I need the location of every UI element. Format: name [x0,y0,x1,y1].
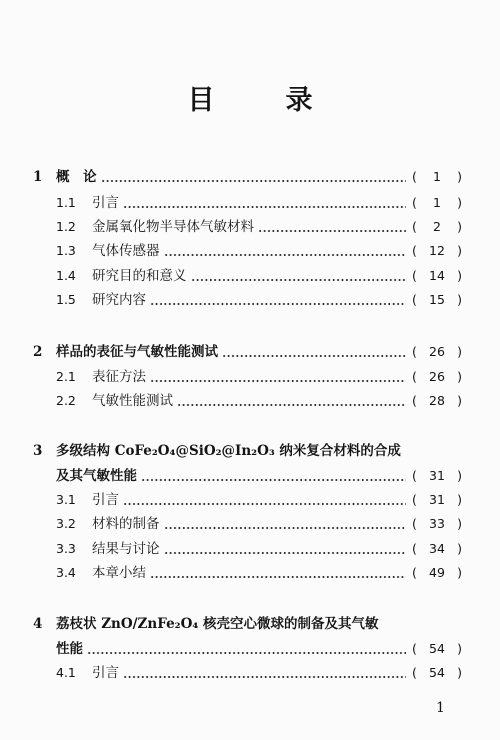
section-number: 1.2 [56,219,76,234]
entry-page: 1 [433,195,441,210]
entry-title: 及其气敏性能 [56,468,137,484]
entry-page: 1 [433,169,441,184]
toc-section-entry [0,391,500,411]
toc-chapter-entry [0,441,500,461]
entry-title: 性能 [56,641,83,657]
entry-title: 荔枝状 ZnO/ZnFe₂O₄ 核壳空心微球的制备及其气敏 [56,616,379,632]
entry-page: 15 [429,292,445,307]
page-reference: ( 33 ) [412,514,462,534]
toc-section-entry [0,663,500,683]
dot-leader [164,241,407,261]
section-number: 4.1 [56,665,76,680]
entry-title: 研究内容 [92,292,146,308]
dot-leader [164,539,407,559]
entry-title: 金属氧化物半导体气敏材料 [92,219,254,235]
toc-chapter-entry [0,614,500,634]
toc-chapter-entry [0,639,500,659]
page-reference: ( 34 ) [412,539,462,559]
page-reference: ( 28 ) [412,391,462,411]
entry-title: 研究目的和意义 [92,268,187,284]
entry-title: 引言 [92,492,119,508]
page-title: 目 录 [187,85,335,116]
entry-page: 49 [429,565,445,580]
entry-title: 气体传感器 [92,243,160,259]
toc-section-entry [0,563,500,583]
entry-page: 2 [433,219,441,234]
dot-leader [123,663,406,683]
dot-leader [123,490,406,510]
section-number: 1.4 [56,268,76,283]
entry-page: 33 [429,516,445,531]
page-reference: ( 15 ) [412,290,462,310]
page-reference: ( 12 ) [412,241,462,261]
page-number: 1 [436,700,445,716]
entry-page: 54 [429,665,445,680]
entry-page: 12 [429,243,445,258]
page-reference: ( 49 ) [412,563,462,583]
dot-leader [87,639,406,659]
dot-leader [150,563,406,583]
toc-section-entry [0,266,500,286]
entry-title: 概 论 [56,169,97,185]
dot-leader [101,167,407,187]
entry-page: 28 [429,393,445,408]
entry-title: 样品的表征与气敏性能测试 [56,344,218,360]
toc-section-entry [0,290,500,310]
dot-leader [123,193,406,213]
entry-page: 31 [429,468,445,483]
dot-leader [258,217,406,237]
entry-page: 26 [429,369,445,384]
entry-title: 表征方法 [92,369,146,385]
dot-leader [150,290,406,310]
page-reference: ( 26 ) [412,342,462,362]
page-reference: ( 31 ) [412,466,462,486]
dot-leader [191,266,407,286]
entry-page: 31 [429,492,445,507]
entry-page: 54 [429,641,445,656]
toc-chapter-entry [0,342,500,362]
toc-section-entry [0,217,500,237]
page-reference: ( 1 ) [412,167,462,187]
page-reference: ( 54 ) [412,639,462,659]
section-number: 3.1 [56,492,76,507]
entry-page: 14 [429,268,445,283]
chapter-number: 2 [33,344,43,360]
chapter-number: 1 [33,169,43,185]
section-number: 1.3 [56,243,76,258]
entry-title: 气敏性能测试 [92,393,173,409]
toc-section-entry [0,490,500,510]
dot-leader [164,514,407,534]
entry-title: 本章小结 [92,565,146,581]
dot-leader [177,391,406,411]
entry-page: 26 [429,344,445,359]
entry-title: 多级结构 CoFe₂O₄@SiO₂@In₂O₃ 纳米复合材料的合成 [56,443,401,459]
section-number: 3.2 [56,516,76,531]
section-number: 2.2 [56,393,76,408]
entry-title: 结果与讨论 [92,541,160,557]
chapter-number: 3 [33,443,43,459]
entry-page: 34 [429,541,445,556]
toc-section-entry [0,241,500,261]
page-reference: ( 2 ) [412,217,462,237]
toc-section-entry [0,514,500,534]
page-reference: ( 31 ) [412,490,462,510]
dot-leader [150,367,406,387]
dot-leader [141,466,406,486]
toc-section-entry [0,539,500,559]
dot-leader [222,342,406,362]
page-reference: ( 14 ) [412,266,462,286]
entry-title: 引言 [92,195,119,211]
entry-title: 材料的制备 [92,516,160,532]
section-number: 3.4 [56,565,76,580]
toc-section-entry [0,193,500,213]
toc-section-entry [0,367,500,387]
chapter-number: 4 [33,616,43,632]
page-reference: ( 54 ) [412,663,462,683]
toc-chapter-entry [0,167,500,187]
entry-title: 引言 [92,665,119,681]
section-number: 1.5 [56,292,76,307]
toc-chapter-entry [0,466,500,486]
section-number: 3.3 [56,541,76,556]
page-reference: ( 1 ) [412,193,462,213]
section-number: 2.1 [56,369,76,384]
section-number: 1.1 [56,195,76,210]
page-reference: ( 26 ) [412,367,462,387]
